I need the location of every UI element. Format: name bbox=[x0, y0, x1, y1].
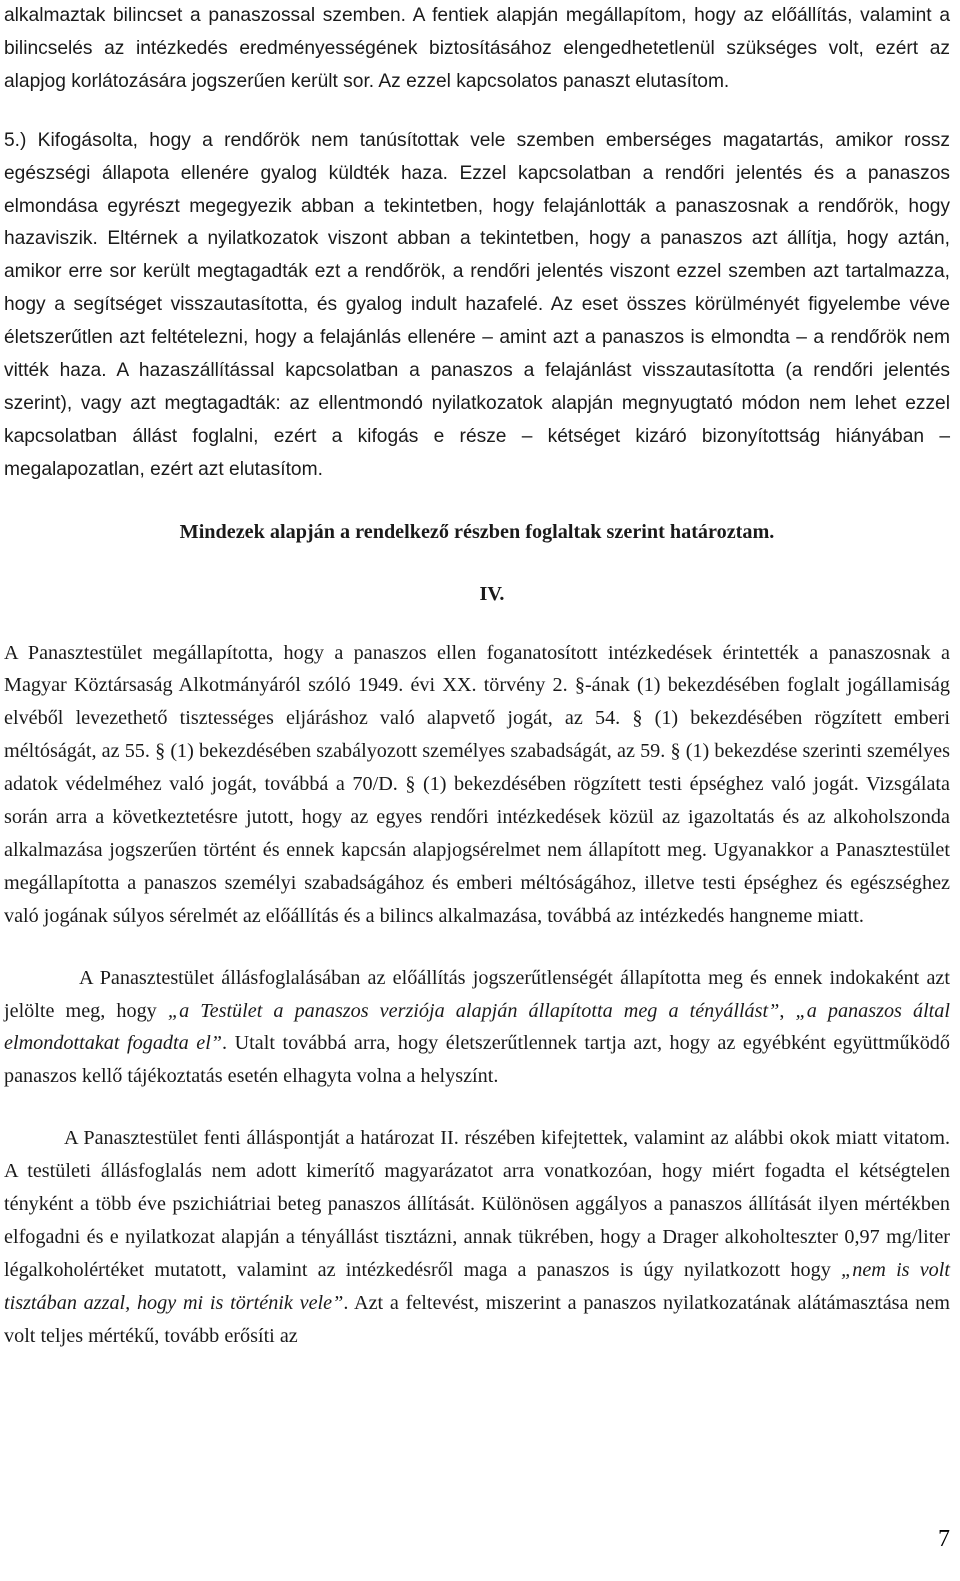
quote-1: „a Testület a panaszos verziója alapján állapította meg a tényállást” bbox=[167, 999, 780, 1022]
paragraph-iv: A Panasztestület megállapította, hogy a panaszos ellen foganatosított intézkedések érintették a panaszosnak a Magyar Köztársaság Alkotmányáról szóló 1949. évi XX. törvény 2. §-ának (1) bekezdésében foglalt jogállamiság elvéből levezethető tisztességes eljáráshoz való alapvető jogát, az 54. § (1) bekezdésében rögzített emberi méltóságát, az 55. § (1) bekezdésében szabályozott személyes szabadságát, az 59. § (1) bekezdése szerinti személyes adatok védelméhez való jogát, továbbá a 70/D. § (1) bekezdésében rögzített testi épséghez való jogát. Vizsgálata során arra a következtetésre jutott, hogy az egyes rendőri intézkedések közül az igazoltatás és az alkoholszonda alkalmazása jogszerűen történt és ennek kapcsán alapjogsérelmet nem állapított meg. Ugyanakkor a Panasztestület megállapította a panaszos személyi szabadságához és emberi méltóságához, illetve testi épséghez és egészséghez való jogának súlyos sérelmét az előállítás és a bilincs alkalmazása, továbbá az intézkedés hangneme miatt. bbox=[4, 641, 950, 927]
document-page bbox=[4, 0, 950, 1353]
quote-2: „a panaszos által elmondottakat fogadta el” bbox=[4, 999, 950, 1055]
text-run: A Panasztestület állásfoglalásában az előállítás jogszerűtlenségét állapította meg és ennek indokaként azt jelölte meg, hogy bbox=[4, 966, 950, 1022]
paragraph-allasfoglalas bbox=[4, 962, 950, 1094]
text-run: , bbox=[779, 999, 796, 1022]
paragraph-5: 5.) Kifogásolta, hogy a rendőrök nem tanúsítottak vele szemben emberséges magatartás, amikor rossz egészségi állapota ellenére gyalog küldték haza. Ezzel kapcsolatban a rendőri jelentés és a panaszos elmondása egyrészt megegyezik abban a tekintetben, hogy felajánlották a panaszosnak a rendőrök, hogy hazaviszik. Eltérnek a nyilatkozatok viszont abban a tekintetben, hogy a panaszos azt állítja, hogy aztán, amikor erre sor került megtagadták ezt a rendőrök, a rendőri jelentés viszont ezzel szemben azt tartalmazza, hogy a segítséget visszautasította, és gyalog indult hazafelé. Az eset összes körülményét figyelembe véve életszerűtlen azt feltételezni, hogy a felajánlás ellenére – amint azt a panaszos is elmondta – a rendőrök nem vitték haza. A hazaszállítással kapcsolatban a panaszos a felajánlást visszautasította (a rendőri jelentés szerint), vagy azt megtagadták: az ellentmondó nyilatkozatok alapján megnyugtató módon nem lehet ezzel kapcsolatban állást foglalni, ezért a kifogás e része – kétséget kizáró bizonyítottság hiányában – megalapozatlan, ezért azt elutasítom. bbox=[4, 129, 950, 480]
paragraph-top: alkalmaztak bilincset a panaszossal szemben. A fentiek alapján megállapítom, hogy az előállítás, valamint a bilincselés az intézkedés eredményességének biztosításához elengedhetetlenül szükséges volt, ezért az alapjog korlátozására jogszerűen került sor. Az ezzel kapcsolatos panaszt elutasítom. bbox=[4, 5, 950, 92]
quote-3: „nem is volt tisztában azzal, hogy mi is történik vele” bbox=[4, 1258, 950, 1314]
page-number: 7 bbox=[938, 1526, 950, 1552]
text-run: . Azt a feltevést, miszerint a panaszos nyilatkozatának alátámasztása nem volt teljes mértékű, tovább erősíti az bbox=[4, 1291, 950, 1347]
text-run: A Panasztestület fenti álláspontját a határozat II. részében kifejtettek, valamint az alábbi okok miatt vitatom. A testületi állásfoglalás nem adott kimerítő magyarázatot arra vonatkozóan, hogy miért fogadta el kétségtelen tényként a több éve pszichiátriai beteg panaszos állítását. Különösen aggályos a panaszos állítását ilyen mértékben elfogadni és e nyilatkozat alapján a tényállást tisztázni, annak tükrében, hogy a Drager alkoholteszter 0,97 mg/liter légalkoholértéket mutatott, valamint az intézkedésről maga a panaszos is úgy nyilatkozott hogy bbox=[4, 1127, 950, 1281]
section-heading-iv: IV. bbox=[479, 582, 505, 605]
paragraph-last bbox=[4, 1122, 950, 1352]
conclusion-heading: Mindezek alapján a rendelkező részben foglaltak szerint határoztam. bbox=[179, 520, 775, 543]
text-run: . Utalt továbbá arra, hogy életszerűtlennek tartja azt, hogy az egyébként együttműködő panaszos kellő tájékoztatás esetén elhagyta volna a helyszínt. bbox=[4, 1032, 950, 1088]
